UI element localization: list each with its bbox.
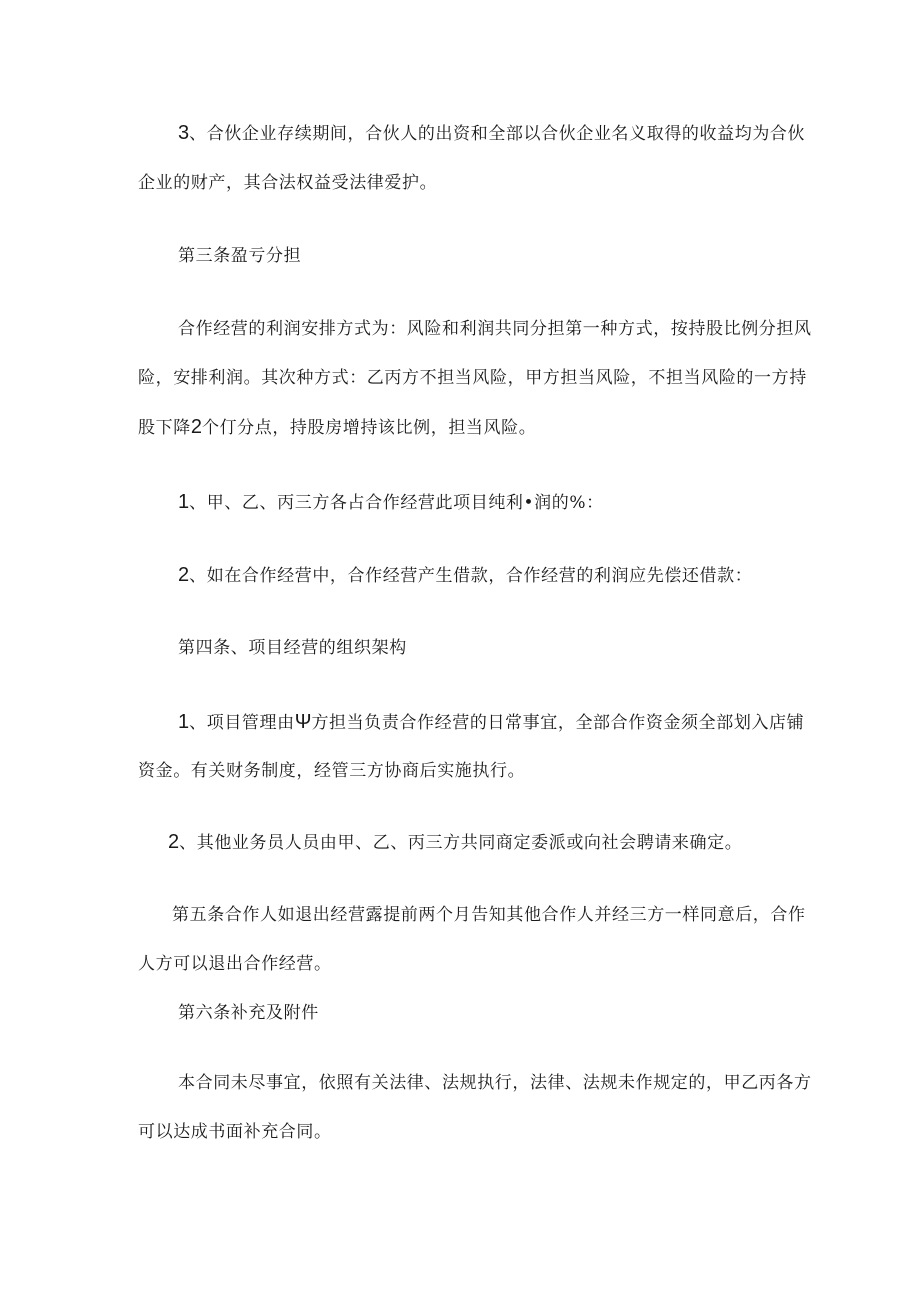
paragraph-3-line-2	[138, 172, 437, 194]
article-5-line-2	[138, 953, 332, 975]
item-1-management-line-1	[178, 711, 804, 734]
line-text: 、合伙企业存续期间，合伙人的出资和全部以合伙企业名义取得的收益均为合伙	[189, 124, 806, 144]
line-text: 个仃分点，持股房增持该比例，担当风险。	[201, 418, 537, 438]
item-number: 2	[178, 564, 190, 586]
inline-number: 2	[190, 416, 202, 438]
line-text: 、项目管理由	[189, 713, 295, 733]
line-text-post: 方担当负责合作经营的日常事宜，全部合作资金须全部划入店铺	[311, 713, 805, 733]
item-number: 3	[178, 122, 190, 144]
item-2-staff	[168, 831, 742, 854]
section-heading-3	[178, 245, 301, 267]
line-text: 、甲、乙、丙三方各占合作经营此项目纯利•润的%：	[189, 493, 604, 513]
heading-text: 第四条、项目经营的组织架构	[178, 638, 407, 658]
line-text: 、如在合作经营中，合作经营产生借款，合作经营的利润应先偿还借款：	[189, 566, 753, 586]
item-1-management-line-2	[138, 760, 525, 782]
item-2-borrowing	[178, 564, 752, 587]
line-text: 本合同未尽事宜，依照有关法律、法规执行，法律、法规未作规定的，甲乙丙各方	[178, 1073, 812, 1093]
item-1-profit-share	[178, 491, 604, 514]
inline-symbol: Ψ	[294, 711, 312, 733]
item-number: 2	[168, 831, 180, 853]
line-text: 、其他业务员人员由甲、乙、丙三方共同商定委派或向社会聘请来确定。	[179, 833, 743, 853]
section-heading-6	[178, 1002, 319, 1024]
item-number: 1	[178, 491, 190, 513]
item-number: 1	[178, 711, 190, 733]
line-text: 资金。有关财务制度，经管三方协商后实施执行。	[138, 761, 526, 781]
profit-paragraph-line-1	[178, 318, 812, 340]
article-6-line-1	[178, 1072, 812, 1094]
section-heading-4	[178, 637, 407, 659]
line-text: 合作经营的利润安排方式为：风险和利润共同分担第一种方式，按持股比例分担风	[178, 319, 812, 339]
profit-paragraph-line-2	[138, 367, 807, 389]
line-text: 可以达成书面补充合同。	[138, 1122, 332, 1142]
profit-paragraph-line-3	[138, 416, 536, 439]
heading-text: 第六条补充及附件	[178, 1003, 319, 1023]
line-text: 人方可以退出合作经营。	[138, 954, 332, 974]
article-6-line-2	[138, 1121, 332, 1143]
line-text: 险，安排利润。其次种方式：乙丙方不担当风险，甲方担当风险，不担当风险的一方持	[138, 368, 807, 388]
line-text: 企业的财产，其合法权益受法律爱护。	[138, 173, 438, 193]
paragraph-3-line-1	[178, 122, 805, 145]
heading-text: 第三条盈亏分担	[178, 246, 302, 266]
article-5-line-1	[172, 904, 806, 926]
line-text-pre: 股下降	[138, 418, 191, 438]
line-text: 第五条合作人如退出经营露提前两个月告知其他合作人并经三方一样同意后，合作	[172, 905, 806, 925]
